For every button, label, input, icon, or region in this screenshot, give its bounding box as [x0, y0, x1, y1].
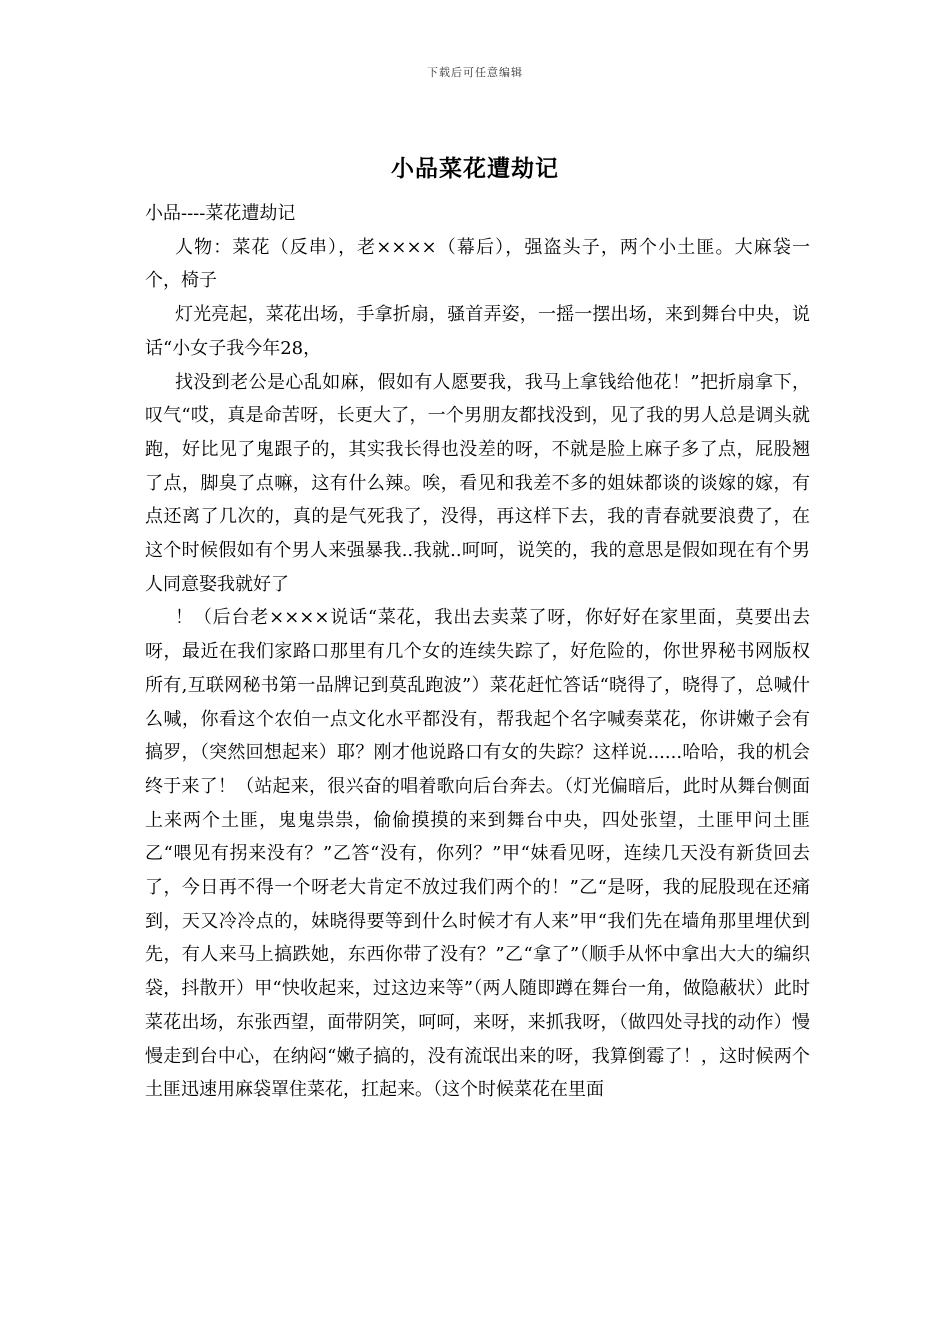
document-title: 小品菜花遭劫记: [391, 155, 559, 182]
paragraph-subtitle: 小品----菜花遭劫记: [145, 203, 296, 224]
paragraph-characters: 人物：菜花（反串），老××××（幕后），强盗头子，两个小土匪。大麻袋一个，椅子: [145, 236, 810, 292]
paragraph-monologue: 找没到老公是心乱如麻，假如有人愿要我，我马上拿钱给他花！”把折扇拿下，叹气“哎，真是命苦呀，长更大了，一个男朋友都找没到，见了我的男人总是调头就跑，好比见了鬼跟子的，其实我长得也没差的呀，不就是脸上麻子多了点，屁股翘了点，脚臭了点嘛，这有什么辣。唉，看见和我差不多的姐妹都谈的谈嫁的嫁，有点还离了几次的，真的是气死我了，没得，再这样下去，我的青春就要浪费了，在这个时候假如有个男人来强暴我..我就..呵呵，说笑的，我的意思是假如现在有个男人同意娶我就好了: [145, 371, 810, 595]
paragraph-scene: ！（后台老××××说话“菜花，我出去卖菜了呀，你好好在家里面，莫要出去呀，最近在我们家路口那里有几个女的连续失踪了，好危险的，你世界秘书网版权所有,互联网秘书第一品牌记到莫乱跑波”）菜花赶忙答话“晓得了，晓得了，总喊什么喊，你看这个农伯一点文化水平都没有，帮我起个名字喊奏菜花，你讲嫩子会有搞罗，（突然回想起来）耶？刚才他说路口有女的失踪？这样说......哈哈，我的机会终于来了！（站起来，很兴奋的唱着歌向后台奔去。（灯光偏暗后，此时从舞台侧面上来两个土匪，鬼鬼祟祟，偷偷摸摸的来到舞台中央，四处张望，土匪甲问土匪乙“喂见有拐来没有？”乙答“没有，你列？”甲“妹看见呀，连续几天没有新货回去了，今日再不得一个呀老大肯定不放过我们两个的！”乙“是呀，我的屁股现在还痛到，天又冷冷点的，妹晓得要等到什么时候才有人来”甲“我们先在墙角那里埋伏到先，有人来马上搞跌她，东西你带了没有？”乙“拿了”（顺手从怀中拿出大大的编织袋，抖散开）甲“快收起来，过这边来等”（两人随即蹲在舞台一角，做隐蔽状）此时菜花出场，东张西望，面带阴笑，呵呵，来呀，来抓我呀，（做四处寻找的动作）慢慢走到台中心，在纳闷“嫩子搞的，没有流氓出来的呀，我算倒霉了！，这时候两个土匪迅速用麻袋罩住菜花，扛起来。（这个时候菜花在里面: [145, 607, 810, 1101]
page-header: 下载后可任意编辑: [427, 66, 523, 79]
paragraph-opening: 灯光亮起，菜花出场，手拿折扇，骚首弄姿，一摇一摆出场，来到舞台中央，说话“小女子我今年28，: [145, 304, 810, 359]
document-body: [145, 197, 810, 1107]
